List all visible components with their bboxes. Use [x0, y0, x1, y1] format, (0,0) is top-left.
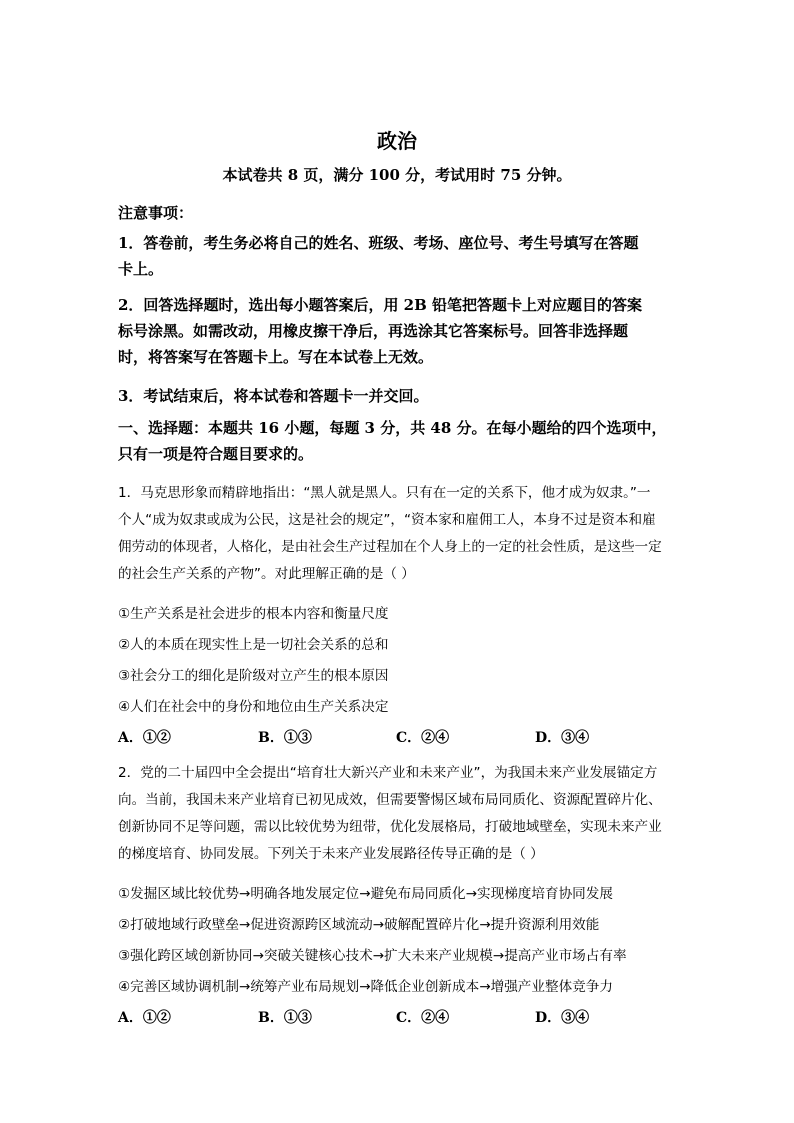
question-2-option-2: ②打破地域行政壁垒→促进资源跨区域流动→破解配置碎片化→提升资源利用效能: [118, 917, 600, 933]
section-heading-line-2: 只有一项是符合题目要求的。: [118, 445, 314, 463]
question-1-choice-d: D．③④: [535, 730, 590, 746]
question-1-option-4: ④人们在社会中的身份和地位由生产关系决定: [118, 699, 389, 715]
question-1-option-3: ③社会分工的细化是阶级对立产生的根本原因: [118, 668, 389, 684]
question-1-choice-a: A．①②: [118, 730, 171, 746]
question-1-option-1: ①生产关系是社会进步的根本内容和衡量尺度: [118, 606, 389, 622]
exam-info: 本试卷共 8 页，满分 100 分，考试用时 75 分钟。: [222, 166, 572, 184]
question-2-choice-a: A．①②: [118, 1010, 171, 1026]
question-2-option-1: ①发掘区域比较优势→明确各地发展定位→避免布局同质化→实现梯度培育协同发展: [118, 886, 613, 902]
question-2-choice-d: D．③④: [535, 1010, 590, 1026]
notice-item-1-line-2: 卡上。: [118, 260, 164, 278]
question-2-stem-line-3: 创新协同不足等问题，需以比较优势为纽带，优化发展格局，打破地域壁垒，实现未来产业: [118, 819, 662, 835]
section-heading-line-1: 一、选择题：本题共 16 小题，每题 3 分，共 48 分。在每小题给的四个选项中，: [118, 419, 667, 437]
question-2-option-3: ③强化跨区域创新协同→突破关键核心技术→扩大未来产业规模→提高产业市场占有率: [118, 948, 627, 964]
question-1-option-2: ②人的本质在现实性上是一切社会关系的总和: [118, 637, 389, 653]
question-2-stem-line-2: 向。当前，我国未来产业培育已初见成效，但需要警惕区域布局同质化、资源配置碎片化、: [118, 792, 662, 808]
notice-item-3-line-1: 3．考试结束后，将本试卷和答题卡一并交回。: [118, 387, 429, 405]
question-1-stem-line-3: 佣劳动的体现者，人格化，是由社会生产过程加在个人身上的一定的社会性质，是这些一定: [118, 539, 662, 555]
notice-item-2-line-1: 2．回答选择题时，选出每小题答案后，用 2B 铅笔把答题卡上对应题目的答案: [118, 296, 642, 314]
question-1-choice-b: B．①③: [258, 730, 312, 746]
question-2-stem-line-4: 的梯度培育、协同发展。下列关于未来产业发展路径传导正确的是（ ）: [118, 846, 544, 862]
notice-item-2-line-3: 时，将答案写在答题卡上。写在本试卷上无效。: [118, 348, 434, 366]
notice-item-1-line-1: 1．答卷前，考生务必将自己的姓名、班级、考场、座位号、考生号填写在答题: [118, 234, 639, 252]
question-2-choice-b: B．①③: [258, 1010, 312, 1026]
notice-item-2-line-2: 标号涂黑。如需改动，用橡皮擦干净后，再选涂其它答案标号。回答非选择题: [118, 322, 629, 340]
question-2-option-4: ④完善区域协调机制→统筹产业布局规划→降低企业创新成本→增强产业整体竞争力: [118, 979, 613, 995]
question-1-choice-c: C．②④: [396, 730, 450, 746]
question-2-stem-line-1: 2．党的二十届四中全会提出“培育壮大新兴产业和未来产业”，为我国未来产业发展锚定方: [118, 765, 658, 781]
question-1-stem-line-4: 的社会生产关系的产物”。对此理解正确的是（ ）: [118, 566, 415, 582]
page-title: 政治: [377, 129, 417, 153]
question-2-choice-c: C．②④: [396, 1010, 450, 1026]
notice-heading: 注意事项：: [118, 204, 194, 222]
question-1-stem-line-1: 1．马克思形象而精辟地指出：“黑人就是黑人。只有在一定的关系下，他才成为奴隶。”一: [118, 485, 651, 501]
question-1-stem-line-2: 个人“成为奴隶或成为公民，这是社会的规定”，“资本家和雇佣工人，本身不过是资本和雇: [118, 512, 656, 528]
